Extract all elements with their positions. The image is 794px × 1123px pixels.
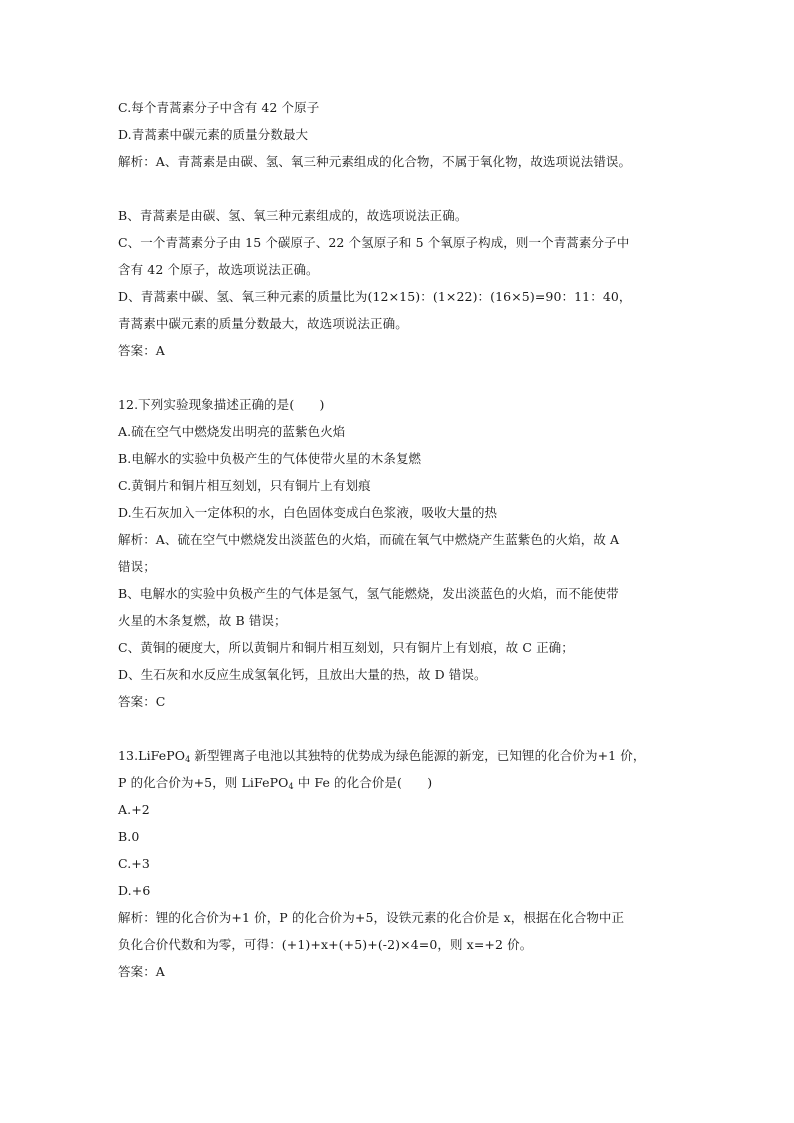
q12-answer: 答案：C [118,694,166,709]
question-11-continuation [118,94,680,364]
q13-option-c: C.+3 [118,856,150,871]
q11-option-d: D.青蒿素中碳元素的质量分数最大 [118,127,309,142]
question-13 [118,742,680,985]
q13-stem-line2 [118,769,680,796]
q11-option-c: C.每个青蒿素分子中含有 42 个原子 [118,100,320,115]
q13-analysis-line1: 解析：锂的化合价为+1 价，P 的化合价为+5，设铁元素的化合价是 x，根据在化合物中正 [118,910,625,925]
q12-analysis-a-line2: 错误； [118,559,156,574]
q11-answer: 答案：A [118,343,165,358]
q11-analysis-c-line1: C、一个青蒿素分子由 15 个碳原子、22 个氢原子和 5 个氧原子构成，则一个青蒿素分子中 [118,235,630,250]
q12-option-a: A.硫在空气中燃烧发出明亮的蓝紫色火焰 [118,424,346,439]
q11-analysis-c-line2: 含有 42 个原子，故选项说法正确。 [118,262,319,277]
paragraph-gap [118,364,680,391]
q12-option-b: B.电解水的实验中负极产生的气体使带火星的木条复燃 [118,451,422,466]
q13-stem-text: 新型锂离子电池以其独特的优势成为绿色能源的新宠，已知锂的化合价为+1 价， [190,748,646,763]
q11-analysis-d-line2: 青蒿素中碳元素的质量分数最大，故选项说法正确。 [118,316,408,331]
paragraph-gap [118,175,680,202]
q11-analysis-a: 解析：A、青蒿素是由碳、氢、氧三种元素组成的化合物，不属于氧化物，故选项说法错误。 [118,154,632,169]
q13-option-b: B.0 [118,829,140,844]
paragraph-gap [118,715,680,742]
q13-stem-text: 中 Fe 的化合价是( ) [293,775,433,790]
q12-analysis-a-line1: 解析：A、硫在空气中燃烧发出淡蓝色的火焰，而硫在氧气中燃烧产生蓝紫色的火焰，故 A [118,532,620,547]
q12-analysis-c: C、黄铜的硬度大，所以黄铜片和铜片相互刻划，只有铜片上有划痕，故 C 正确； [118,640,574,655]
q12-stem: 12.下列实验现象描述正确的是( ) [118,397,325,412]
q11-analysis-b: B、青蒿素是由碳、氢、氧三种元素组成的，故选项说法正确。 [118,208,468,223]
q13-answer: 答案：A [118,964,165,979]
q13-stem-formula: 13.LiFePO [118,748,186,763]
q11-analysis-d-line1: D、青蒿素中碳、氢、氧三种元素的质量比为(12×15)：(1×22)：(16×5)=90：11：40， [118,289,632,304]
q12-analysis-b-line1: B、电解水的实验中负极产生的气体是氢气，氢气能燃烧，发出淡蓝色的火焰，而不能使带 [118,586,619,601]
q13-stem-line1 [118,742,680,769]
q13-analysis-line2: 负化合价代数和为零，可得：(+1)+x+(+5)+(-2)×4=0，则 x=+2 价。 [118,937,533,952]
document-page [118,94,680,985]
q13-stem-text: P 的化合价为+5，则 LiFePO [118,775,289,790]
q13-option-d: D.+6 [118,883,151,898]
q12-option-d: D.生石灰加入一定体积的水，白色固体变成白色浆液，吸收大量的热 [118,505,498,520]
q12-option-c: C.黄铜片和铜片相互刻划，只有铜片上有划痕 [118,478,371,493]
q12-analysis-b-line2: 火星的木条复燃，故 B 错误； [118,613,287,628]
question-12 [118,391,680,715]
q13-option-a: A.+2 [118,802,150,817]
q13-stem-subscript: 4 [185,755,191,764]
q13-stem-subscript: 4 [288,782,294,791]
q12-analysis-d: D、生石灰和水反应生成氢氧化钙，且放出大量的热，故 D 错误。 [118,667,487,682]
